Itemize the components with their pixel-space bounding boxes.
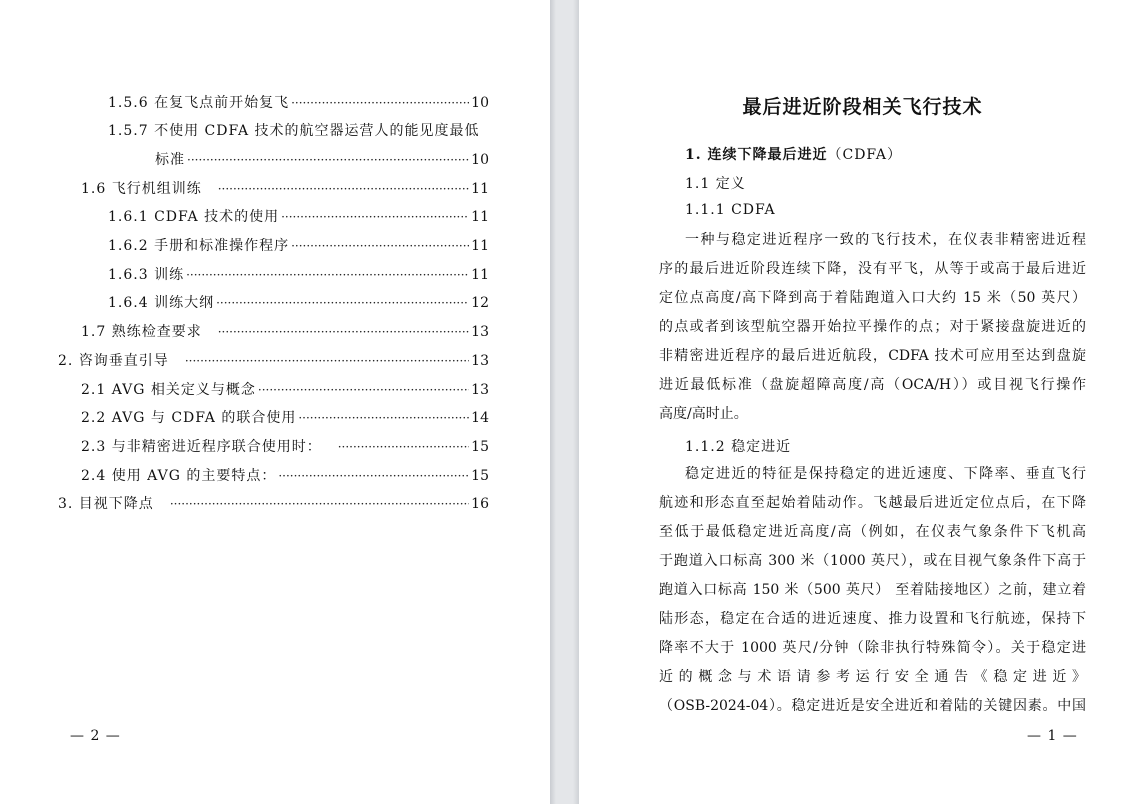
subsection-heading: 1.1 定义 — [685, 176, 746, 192]
page-number: — 2 — — [70, 728, 121, 744]
toc-entry-page: 15 — [471, 439, 489, 455]
left-page — [0, 0, 550, 804]
toc-entry-title: 1.5.7 不使用 CDFA 技术的航空器运营人的能见度最低 — [108, 123, 480, 139]
toc-leader-dots — [216, 292, 469, 314]
toc-entry[interactable] — [108, 120, 480, 142]
paragraph-line: 近 的 概 念 与 术 语 请 参 考 运 行 安 全 通 告 《 稳 定 进 近 》 — [659, 669, 1086, 685]
toc-entry-title: 1.6.1 CDFA 技术的使用 — [108, 209, 280, 225]
toc-entry-title: 2. 咨询垂直引导 — [58, 353, 169, 369]
toc-entry[interactable] — [58, 350, 489, 372]
toc-leader-dots — [281, 206, 469, 228]
section-heading — [685, 144, 902, 164]
page-number: — 1 — — [1027, 728, 1078, 744]
toc-leader-dots — [278, 465, 469, 487]
paragraph-line: 稳定进近的特征是保持稳定的进近速度、下降率、垂直飞行 — [685, 466, 1086, 482]
toc-entry[interactable] — [108, 292, 489, 314]
paragraph-line: 一种与稳定进近程序一致的飞行技术，在仪表非精密进近程 — [685, 232, 1086, 248]
toc-entry-page: 14 — [471, 410, 489, 426]
toc-leader-dots — [258, 379, 469, 401]
toc-leader-dots — [218, 178, 469, 200]
page-gutter — [550, 0, 579, 804]
toc-entry-title: 1.6.3 训练 — [108, 267, 185, 283]
toc-entry-page: 10 — [471, 152, 489, 168]
toc-entry-title: 1.6.2 手册和标准操作程序 — [108, 238, 290, 254]
subsection-heading: 1.1.1 CDFA — [685, 202, 776, 218]
toc-entry-title: 1.7 熟练检查要求 — [81, 324, 202, 340]
toc-leader-dots — [291, 235, 469, 257]
toc-entry-title: 2.3 与非精密进近程序联合使用时： — [81, 439, 322, 455]
paragraph-line: 航迹和形态直至起始着陆动作。飞越最后进近定位点后，在下降 — [659, 495, 1086, 511]
toc-leader-dots — [186, 264, 469, 286]
toc-entry[interactable] — [58, 493, 489, 515]
toc-entry-page: 13 — [471, 353, 489, 369]
toc-entry[interactable] — [108, 92, 489, 114]
toc-entry-page: 11 — [471, 209, 489, 225]
paragraph-line: 定位点高度/高下降到高于着陆跑道入口大约 15 米（50 英尺） — [659, 290, 1086, 306]
toc-entry-page: 13 — [471, 382, 489, 398]
toc-leader-dots — [218, 321, 469, 343]
toc-entry[interactable] — [108, 264, 489, 286]
toc-entry-continued[interactable] — [155, 149, 489, 171]
toc-entry-title: 1.5.6 在复飞点前开始复飞 — [108, 95, 290, 111]
toc-entry-title: 1.6.4 训练大纲 — [108, 295, 215, 311]
toc-entry-title: 3. 目视下降点 — [58, 496, 154, 512]
toc-entry-title: 标准 — [155, 152, 185, 168]
paragraph-line: 高度/高时止。 — [659, 406, 748, 422]
toc-leader-dots — [298, 407, 469, 429]
section-heading-suffix: （CDFA） — [827, 147, 903, 163]
toc-entry-title: 1.6 飞行机组训练 — [81, 181, 202, 197]
toc-entry[interactable] — [81, 407, 489, 429]
toc-entry[interactable] — [108, 206, 489, 228]
toc-entry-page: 15 — [471, 468, 489, 484]
toc-entry[interactable] — [108, 235, 489, 257]
toc-entry[interactable] — [81, 436, 489, 458]
subsection-heading: 1.1.2 稳定进近 — [685, 439, 792, 455]
paragraph-line: 非精密进近程序的最后进近航段，CDFA 技术可应用至达到盘旋 — [659, 348, 1086, 364]
document-title: 最后进近阶段相关飞行技术 — [742, 96, 983, 118]
section-heading-bold: 1. 连续下降最后进近 — [685, 147, 828, 163]
toc-entry-title: 2.1 AVG 相关定义与概念 — [81, 382, 256, 398]
toc-leader-dots — [291, 92, 469, 114]
toc-entry-page: 11 — [471, 267, 489, 283]
toc-entry[interactable] — [81, 465, 489, 487]
paragraph-line: （OSB-2024-04）。稳定进近是安全进近和着陆的关键因素。中国 — [659, 698, 1086, 714]
paragraph-line: 跑道入口标高 150 米（500 英尺） 至着陆接地区）之前，建立着 — [659, 582, 1086, 598]
toc-entry-page: 10 — [471, 95, 489, 111]
toc-entry-page: 16 — [471, 496, 489, 512]
toc-leader-dots — [170, 493, 469, 515]
toc-leader-dots — [338, 436, 469, 458]
toc-leader-dots — [185, 350, 469, 372]
toc-entry[interactable] — [81, 321, 489, 343]
paragraph-line: 于跑道入口标高 300 米（1000 英尺），或在目视气象条件下高于 — [659, 553, 1086, 569]
paragraph-line: 至低于最低稳定进近高度/高（例如，在仪表气象条件下飞机高 — [659, 524, 1086, 540]
toc-entry-page: 11 — [471, 238, 489, 254]
toc-entry-title: 2.2 AVG 与 CDFA 的联合使用 — [81, 410, 297, 426]
paragraph-line: 陆形态，稳定在合适的进近速度、推力设置和飞行航迹，保持下 — [659, 611, 1086, 627]
paragraph-line: 的点或者到该型航空器开始拉平操作的点；对于紧接盘旋进近的 — [659, 319, 1086, 335]
toc-entry-page: 12 — [471, 295, 489, 311]
paragraph-line: 序的最后进近阶段连续下降，没有平飞，从等于或高于最后进近 — [659, 261, 1086, 277]
toc-entry-page: 13 — [471, 324, 489, 340]
paragraph-line: 降率不大于 1000 英尺/分钟（除非执行特殊简令）。关于稳定进 — [659, 640, 1086, 656]
toc-entry[interactable] — [81, 178, 489, 200]
paragraph-line: 进近最低标准（盘旋超障高度/高（OCA/H））或目视飞行操作 — [659, 377, 1086, 393]
toc-entry-page: 11 — [471, 181, 489, 197]
toc-entry[interactable] — [81, 379, 489, 401]
toc-entry-title: 2.4 使用 AVG 的主要特点： — [81, 468, 277, 484]
toc-leader-dots — [187, 149, 469, 171]
right-page — [579, 0, 1146, 804]
